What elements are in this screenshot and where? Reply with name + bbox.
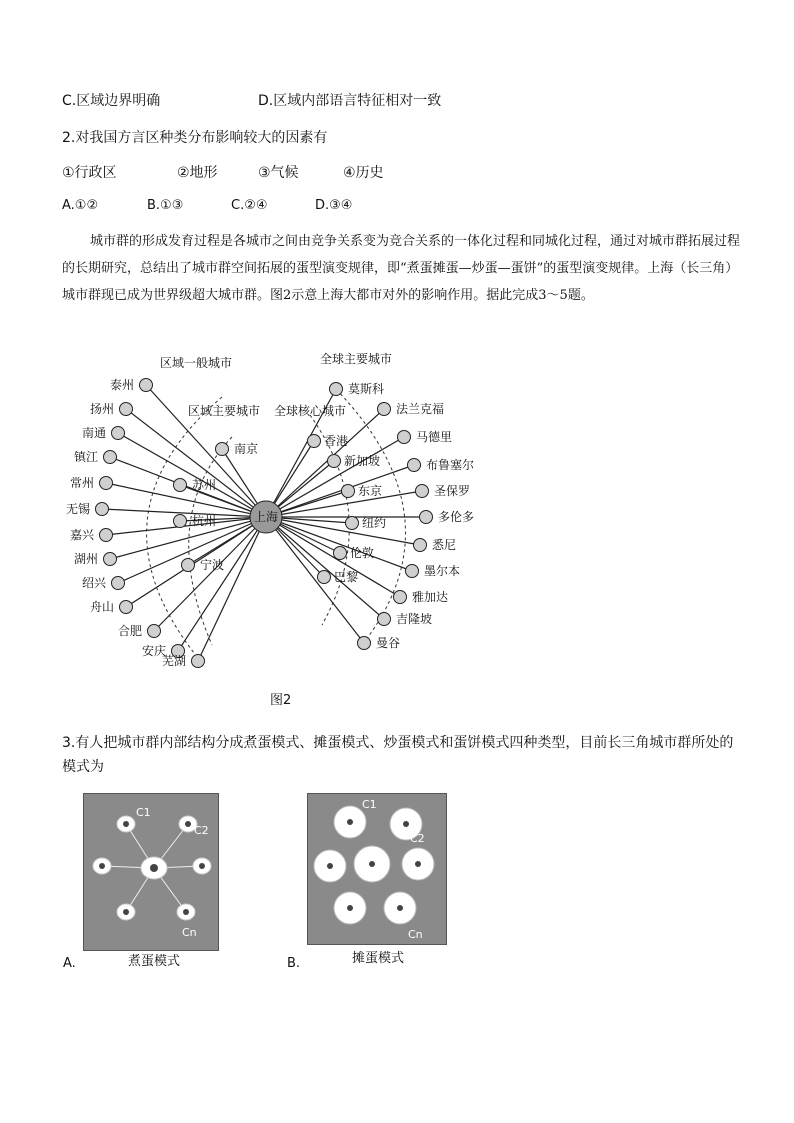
city-node bbox=[406, 565, 419, 578]
city-node bbox=[308, 435, 321, 448]
city-label: 宁波 bbox=[200, 558, 225, 572]
city-node bbox=[408, 459, 421, 472]
city-label: 东京 bbox=[358, 484, 383, 498]
city-label: 香港 bbox=[324, 434, 349, 448]
city-label: 悉尼 bbox=[432, 538, 457, 552]
city-node bbox=[174, 515, 187, 528]
city-label: 马德里 bbox=[416, 430, 453, 444]
city-node bbox=[192, 655, 205, 668]
option-b-caption: 摊蛋模式 bbox=[352, 951, 405, 966]
ring-label-global-core: 全球核心城市 bbox=[274, 404, 347, 418]
city-label: 苏州 bbox=[192, 478, 217, 492]
city-node bbox=[394, 591, 407, 604]
city-node bbox=[96, 503, 109, 516]
city-label: 常州 bbox=[69, 476, 94, 490]
link-line bbox=[154, 517, 266, 631]
link-line bbox=[266, 465, 414, 517]
city-node bbox=[328, 455, 341, 468]
q2-item-3: ③气候 bbox=[258, 165, 299, 181]
q3-stem-line2: 模式为 bbox=[62, 759, 104, 775]
city-node bbox=[100, 529, 113, 542]
city-label: 合肥 bbox=[117, 624, 142, 638]
city-node bbox=[330, 383, 343, 396]
q2-stem: 2.对我国方言区种类分布影响较大的因素有 bbox=[62, 130, 328, 146]
city-label: 湖州 bbox=[73, 552, 98, 566]
option-a-caption: 煮蛋模式 bbox=[128, 954, 181, 969]
passage: 城市群的形成发育过程是各城市之间由竞争关系变为竞合关系的一体化过程和同城化过程，通过对城市群拓展过程的长期研究，总结出了城市群空间拓展的蛋型演变规律，即“煮蛋摊蛋—炒蛋—蛋饼”的蛋型演变规律。上海（长三角）城市群现已成为世界级超大城市群。图2示意上海大都市对外的影响作用。据此完成3～5题。 bbox=[62, 234, 741, 303]
city-node bbox=[378, 613, 391, 626]
city-node bbox=[342, 485, 355, 498]
city-node bbox=[104, 451, 117, 464]
city-node bbox=[148, 625, 161, 638]
label-c2: C2 bbox=[194, 824, 209, 837]
boiled-egg-pattern-image bbox=[83, 793, 219, 951]
option-a-letter: A. bbox=[63, 956, 76, 971]
city-label: 扬州 bbox=[89, 402, 114, 416]
city-node bbox=[182, 559, 195, 572]
city-label: 圣保罗 bbox=[434, 484, 471, 498]
city-label: 雅加达 bbox=[412, 590, 449, 604]
city-label: 多伦多 bbox=[438, 510, 475, 524]
city-label: 伦敦 bbox=[350, 546, 375, 560]
city-label: 吉隆坡 bbox=[396, 612, 433, 626]
city-label: 法兰克福 bbox=[396, 402, 445, 416]
ring-label-region-main: 区域主要城市 bbox=[188, 404, 261, 418]
city-label: 泰州 bbox=[109, 378, 134, 392]
label-cn: Cn bbox=[408, 928, 423, 941]
link-line bbox=[266, 517, 412, 571]
city-label: 莫斯科 bbox=[348, 382, 385, 396]
q1-option-d: D.区域内部语言特征相对一致 bbox=[258, 93, 442, 109]
city-node bbox=[420, 511, 433, 524]
q2-option-d: D.③④ bbox=[315, 198, 353, 213]
boiled-egg-pattern-drawing bbox=[84, 794, 218, 950]
city-node bbox=[174, 479, 187, 492]
city-node bbox=[398, 431, 411, 444]
q2-item-2: ②地形 bbox=[177, 165, 218, 181]
city-label: 镇江 bbox=[73, 450, 98, 464]
figure-2-caption: 图2 bbox=[270, 693, 292, 708]
label-c2: C2 bbox=[410, 832, 425, 845]
city-label: 嘉兴 bbox=[69, 528, 94, 542]
shanghai-influence-diagram bbox=[62, 345, 502, 685]
city-label: 安庆 bbox=[141, 644, 166, 658]
city-label: 绍兴 bbox=[81, 576, 106, 590]
inner-arc-left bbox=[189, 437, 232, 645]
city-label: 无锡 bbox=[65, 502, 90, 516]
city-node bbox=[358, 637, 371, 650]
spread-egg-pattern-drawing bbox=[308, 794, 446, 944]
q1-option-c: C.区域边界明确 bbox=[62, 93, 161, 109]
ring-label-region-general: 区域一般城市 bbox=[160, 356, 233, 370]
city-node bbox=[414, 539, 427, 552]
option-b-letter: B. bbox=[287, 956, 301, 971]
city-label: 墨尔本 bbox=[424, 564, 461, 578]
city-label: 巴黎 bbox=[334, 570, 359, 584]
city-label: 曼谷 bbox=[376, 636, 401, 650]
city-node bbox=[334, 547, 347, 560]
city-node bbox=[216, 443, 229, 456]
city-label: 布鲁塞尔 bbox=[426, 458, 475, 472]
label-c1: C1 bbox=[136, 806, 151, 819]
q3-stem-line1: 3.有人把城市群内部结构分成煮蛋模式、摊蛋模式、炒蛋模式和蛋饼模式四种类型，目前长三角城市群所处的 bbox=[62, 735, 734, 751]
shanghai-label: 上海 bbox=[253, 510, 279, 524]
city-label: 芜湖 bbox=[161, 654, 186, 668]
city-node bbox=[120, 601, 133, 614]
city-node bbox=[318, 571, 331, 584]
ring-label-global-main: 全球主要城市 bbox=[320, 352, 393, 366]
city-node bbox=[112, 577, 125, 590]
city-label: 舟山 bbox=[89, 600, 114, 614]
q2-option-b: B.①③ bbox=[147, 198, 184, 213]
link-line bbox=[126, 409, 266, 517]
label-c1: C1 bbox=[362, 798, 377, 811]
q2-item-4: ④历史 bbox=[343, 165, 384, 181]
q2-item-1: ①行政区 bbox=[62, 165, 117, 181]
city-node bbox=[416, 485, 429, 498]
link-line bbox=[266, 516, 387, 619]
city-node bbox=[112, 427, 125, 440]
city-node bbox=[120, 403, 133, 416]
city-label: 南京 bbox=[234, 442, 259, 456]
city-label: 南通 bbox=[81, 426, 106, 440]
city-node bbox=[378, 403, 391, 416]
q2-option-c: C.②④ bbox=[231, 198, 268, 213]
city-node bbox=[346, 517, 359, 530]
city-label: 杭州 bbox=[192, 514, 217, 528]
label-cn: Cn bbox=[182, 926, 197, 939]
figure-2 bbox=[62, 345, 502, 689]
spread-egg-pattern-image bbox=[307, 793, 447, 945]
city-node bbox=[104, 553, 117, 566]
city-label: 纽约 bbox=[362, 516, 387, 530]
q2-option-a: A.①② bbox=[62, 198, 99, 213]
city-node bbox=[100, 477, 113, 490]
city-label: 新加坡 bbox=[344, 454, 381, 468]
city-node bbox=[140, 379, 153, 392]
